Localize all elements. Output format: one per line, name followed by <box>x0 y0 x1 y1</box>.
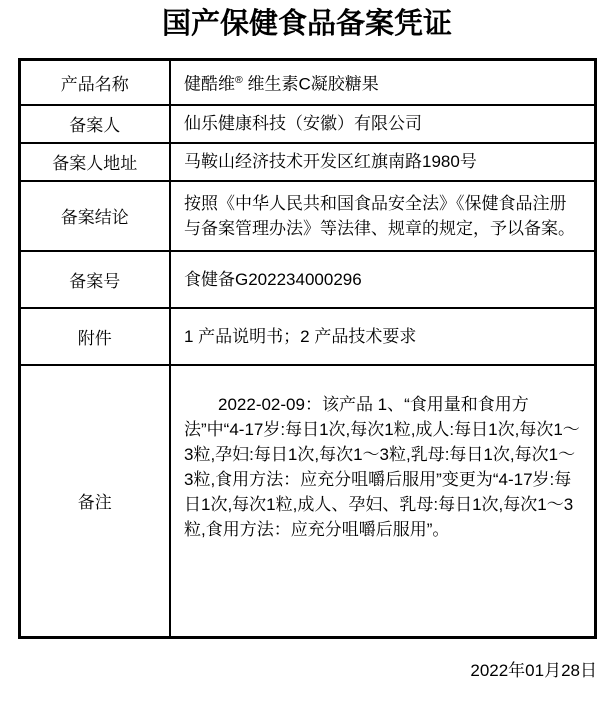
registrant-label: 备案人 <box>19 105 170 143</box>
conclusion-label: 备案结论 <box>19 181 170 251</box>
product-name-value <box>170 60 595 105</box>
table-row-registrant-address <box>19 143 595 181</box>
registrant-address-value: 马鞍山经济技术开发区红旗南路1980号 <box>170 143 595 181</box>
table-row-conclusion <box>19 181 595 251</box>
remarks-label: 备注 <box>19 365 170 638</box>
page-title: 国产保健食品备案凭证 <box>161 8 452 40</box>
table-row-registrant <box>19 105 595 143</box>
product-name-label: 产品名称 <box>19 60 170 105</box>
remarks-text: 2022-02-09：该产品 1、“食用量和食用方法”中“4-17岁:每日1次,每次1粒,成人:每日1次,每次1～3粒,孕妇:每日1次,每次1～3粒,乳母:每日1次,每次1～3粒,食用方法：应充分咀嚼后服用”变更为“4-17岁:每日1次,每次1粒,成人、孕妇、乳母:每日1次,每次1～3粒,食用方法：应充分咀嚼后服用”。 <box>184 394 580 539</box>
table-row-registration-number <box>19 251 595 308</box>
table-row-attachments <box>19 308 595 365</box>
registration-number-label: 备案号 <box>19 251 170 308</box>
table-row-product-name <box>19 60 595 105</box>
attachments-value: 1 产品说明书；2 产品技术要求 <box>170 308 595 365</box>
remarks-value <box>170 365 595 638</box>
registrant-address-label: 备案人地址 <box>19 143 170 181</box>
certificate-table <box>18 58 597 639</box>
attachments-label: 附件 <box>19 308 170 365</box>
registration-number-value: 食健备G202234000296 <box>170 251 595 308</box>
conclusion-value: 按照《中华人民共和国食品安全法》《保健食品注册与备案管理办法》等法律、规章的规定，予以备案。 <box>170 181 595 251</box>
registrant-value: 仙乐健康科技（安徽）有限公司 <box>170 105 595 143</box>
product-brand: 健酷维 <box>184 74 235 94</box>
product-name-rest: 维生素C凝胶糖果 <box>242 74 379 94</box>
issue-date: 2022年01月28日 <box>470 661 597 680</box>
registered-trademark-symbol: ® <box>235 73 243 86</box>
table-row-remarks <box>19 365 595 638</box>
